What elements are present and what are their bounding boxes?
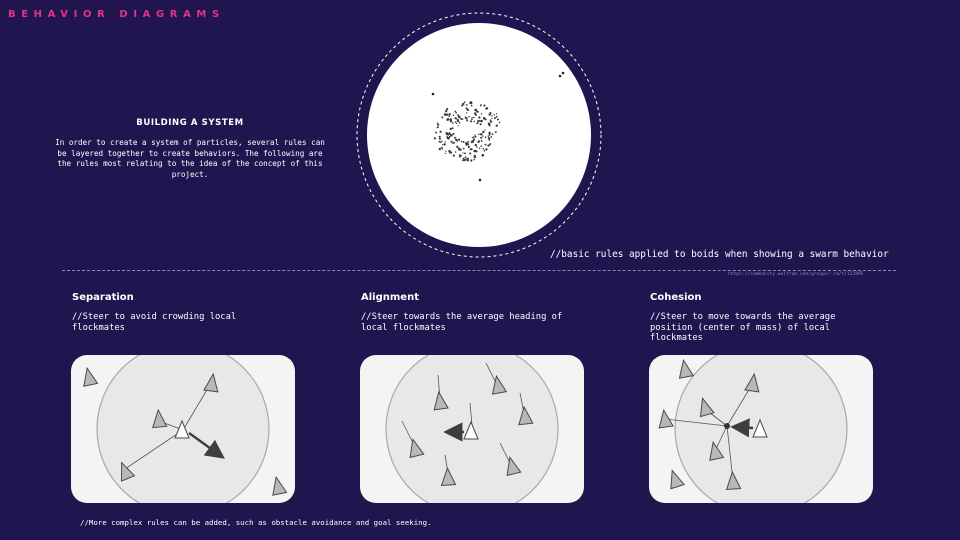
particle (471, 105, 473, 107)
particle (464, 101, 466, 103)
cohesion-svg (649, 355, 873, 503)
alignment-diagram (360, 355, 584, 503)
particle (474, 112, 476, 114)
particle (455, 121, 457, 123)
particle (439, 141, 441, 143)
particle (471, 141, 473, 143)
particle (482, 131, 484, 133)
particle (445, 153, 446, 154)
particle (467, 158, 468, 159)
particle (481, 145, 483, 147)
particle (446, 108, 448, 110)
particle (459, 154, 461, 156)
particle (485, 144, 487, 146)
particle (470, 159, 472, 161)
particle (489, 134, 491, 136)
particle (494, 117, 496, 119)
particle (441, 148, 443, 150)
particle (465, 116, 467, 118)
particle (441, 147, 442, 148)
particle (497, 118, 499, 120)
particle (446, 113, 448, 115)
particle (453, 154, 455, 156)
particle (559, 75, 562, 78)
particle (455, 111, 457, 113)
particle (482, 155, 484, 157)
swarm-caption: //basic rules applied to boids when showing a swarm behavior (550, 249, 889, 260)
particle (475, 150, 477, 152)
particle (461, 155, 462, 156)
particle (450, 120, 452, 122)
source-link[interactable]: https://community.wolfram.com/groups/-/m/t/122895 (728, 272, 864, 277)
particle (458, 139, 460, 141)
particle (468, 146, 470, 148)
system-heading: BUILDING A SYSTEM (136, 118, 244, 128)
particle (474, 139, 475, 140)
separation-description: //Steer to avoid crowding local flockmates (72, 312, 237, 333)
particle (473, 117, 474, 118)
system-description: In order to create a system of particles, several rules can be layered together to create behaviors. The following are the rules most relating to the idea of the concept of this project. (55, 138, 325, 179)
particle (480, 123, 482, 125)
particle (459, 122, 461, 124)
particle (470, 120, 472, 122)
particle (450, 134, 453, 137)
particle (437, 126, 439, 128)
boid-icon (677, 359, 694, 378)
particle (456, 140, 458, 142)
particle (477, 120, 480, 123)
particle (476, 111, 478, 113)
boid-icon (269, 476, 286, 496)
particle (463, 141, 465, 143)
particle (488, 132, 490, 134)
particle (442, 144, 443, 145)
separation-title: Separation (72, 292, 134, 303)
swarm-circle (367, 23, 591, 247)
section-divider (62, 270, 896, 271)
particle (462, 152, 463, 153)
particle (434, 137, 436, 139)
particle (479, 147, 481, 149)
particle (483, 105, 485, 107)
particle (482, 148, 484, 150)
steer-arrow (735, 427, 753, 428)
particle (485, 136, 487, 138)
alignment-title: Alignment (361, 292, 419, 303)
particle (499, 122, 501, 124)
particle (478, 116, 480, 118)
particle (457, 120, 459, 122)
particle (468, 141, 469, 142)
particle (489, 112, 491, 114)
boid-icon (80, 367, 97, 387)
particle (449, 132, 451, 134)
particle (466, 104, 468, 106)
particle (473, 150, 474, 151)
particle (455, 117, 457, 119)
particle (455, 112, 457, 114)
separation-diagram (71, 355, 295, 503)
particle (478, 140, 480, 142)
cohesion-title: Cohesion (650, 292, 702, 303)
particle (456, 146, 458, 148)
particle (449, 113, 451, 115)
particle (492, 133, 494, 135)
particle (479, 179, 482, 182)
particle (463, 158, 465, 160)
particle (472, 136, 474, 138)
particle (490, 143, 491, 144)
particle (457, 114, 459, 116)
particle (435, 132, 437, 134)
particle (479, 120, 480, 121)
particle (467, 109, 469, 111)
particle (446, 119, 447, 120)
particle (473, 159, 474, 160)
particle (452, 127, 454, 129)
particle (445, 150, 446, 151)
particle (466, 119, 468, 121)
particle (481, 140, 483, 142)
particle (474, 121, 476, 123)
particle (468, 116, 470, 118)
particle (461, 141, 463, 143)
particle (437, 123, 439, 125)
particle (496, 116, 498, 118)
particle (453, 114, 455, 116)
particle (488, 123, 491, 126)
cohesion-diagram (649, 355, 873, 503)
particle (488, 135, 489, 136)
particle (481, 113, 482, 114)
particle (439, 131, 441, 133)
particle (482, 135, 483, 136)
particle (476, 122, 478, 124)
particle (480, 133, 482, 135)
particle (444, 113, 446, 115)
particle (466, 142, 468, 144)
footer-note: //More complex rules can be added, such as obstacle avoidance and goal seeking. (80, 518, 432, 527)
particle (464, 152, 466, 154)
particle (475, 136, 477, 138)
swarm-svg (356, 12, 602, 258)
particle (496, 125, 498, 127)
particle (446, 136, 448, 138)
particle (474, 109, 476, 111)
particle (485, 118, 487, 120)
alignment-svg (360, 355, 584, 503)
particle (453, 133, 455, 135)
alignment-description: //Steer towards the average heading of local flockmates (361, 312, 563, 333)
particle (465, 107, 467, 109)
particle (470, 102, 473, 105)
particle (471, 117, 472, 118)
particle (458, 125, 459, 126)
particle (445, 141, 446, 142)
particle (562, 72, 565, 75)
particle (485, 129, 486, 130)
particle (480, 137, 482, 139)
particle (445, 110, 447, 112)
particle (474, 134, 475, 135)
particle (460, 119, 461, 120)
particle (465, 159, 467, 161)
particle (476, 146, 478, 148)
particle (462, 160, 463, 161)
page-title: BEHAVIOR DIAGRAMS (8, 9, 225, 20)
particle (493, 114, 494, 115)
particle (466, 112, 467, 113)
particle (464, 156, 466, 158)
particle (491, 117, 492, 118)
particle (478, 133, 480, 135)
particle (484, 150, 486, 152)
particle (455, 151, 457, 153)
separation-svg (71, 355, 295, 503)
particle (490, 119, 491, 120)
particle (458, 148, 461, 151)
particle (475, 144, 477, 146)
particle (450, 128, 452, 130)
boid-icon (657, 409, 673, 428)
particle (488, 139, 490, 141)
particle (456, 123, 457, 124)
particle (448, 115, 450, 117)
particle (469, 152, 471, 154)
particle (452, 122, 454, 124)
particle (496, 113, 497, 114)
particle (449, 152, 451, 154)
center-of-mass (724, 423, 730, 429)
particle (471, 118, 473, 120)
swarm-illustration (356, 12, 602, 258)
particle (463, 104, 464, 105)
particle (462, 118, 463, 119)
particle (480, 104, 481, 105)
particle (490, 136, 492, 138)
particle (463, 148, 465, 150)
particle (439, 148, 441, 150)
particle (444, 143, 446, 145)
particle (491, 115, 492, 116)
particle (453, 142, 455, 144)
particle (440, 141, 442, 143)
particle (437, 122, 438, 123)
boid-icon (666, 468, 685, 488)
particle (474, 155, 476, 157)
particle (454, 137, 456, 139)
particle (432, 93, 435, 96)
particle (495, 132, 496, 133)
particle (439, 138, 441, 140)
particle (470, 148, 472, 150)
particle (441, 116, 443, 118)
particle (445, 132, 447, 134)
cohesion-description: //Steer to move towards the average position (center of mass) of local flockmates (650, 312, 836, 344)
particle (486, 107, 488, 109)
particle (447, 137, 450, 140)
particle (439, 136, 441, 138)
particle (485, 148, 487, 150)
